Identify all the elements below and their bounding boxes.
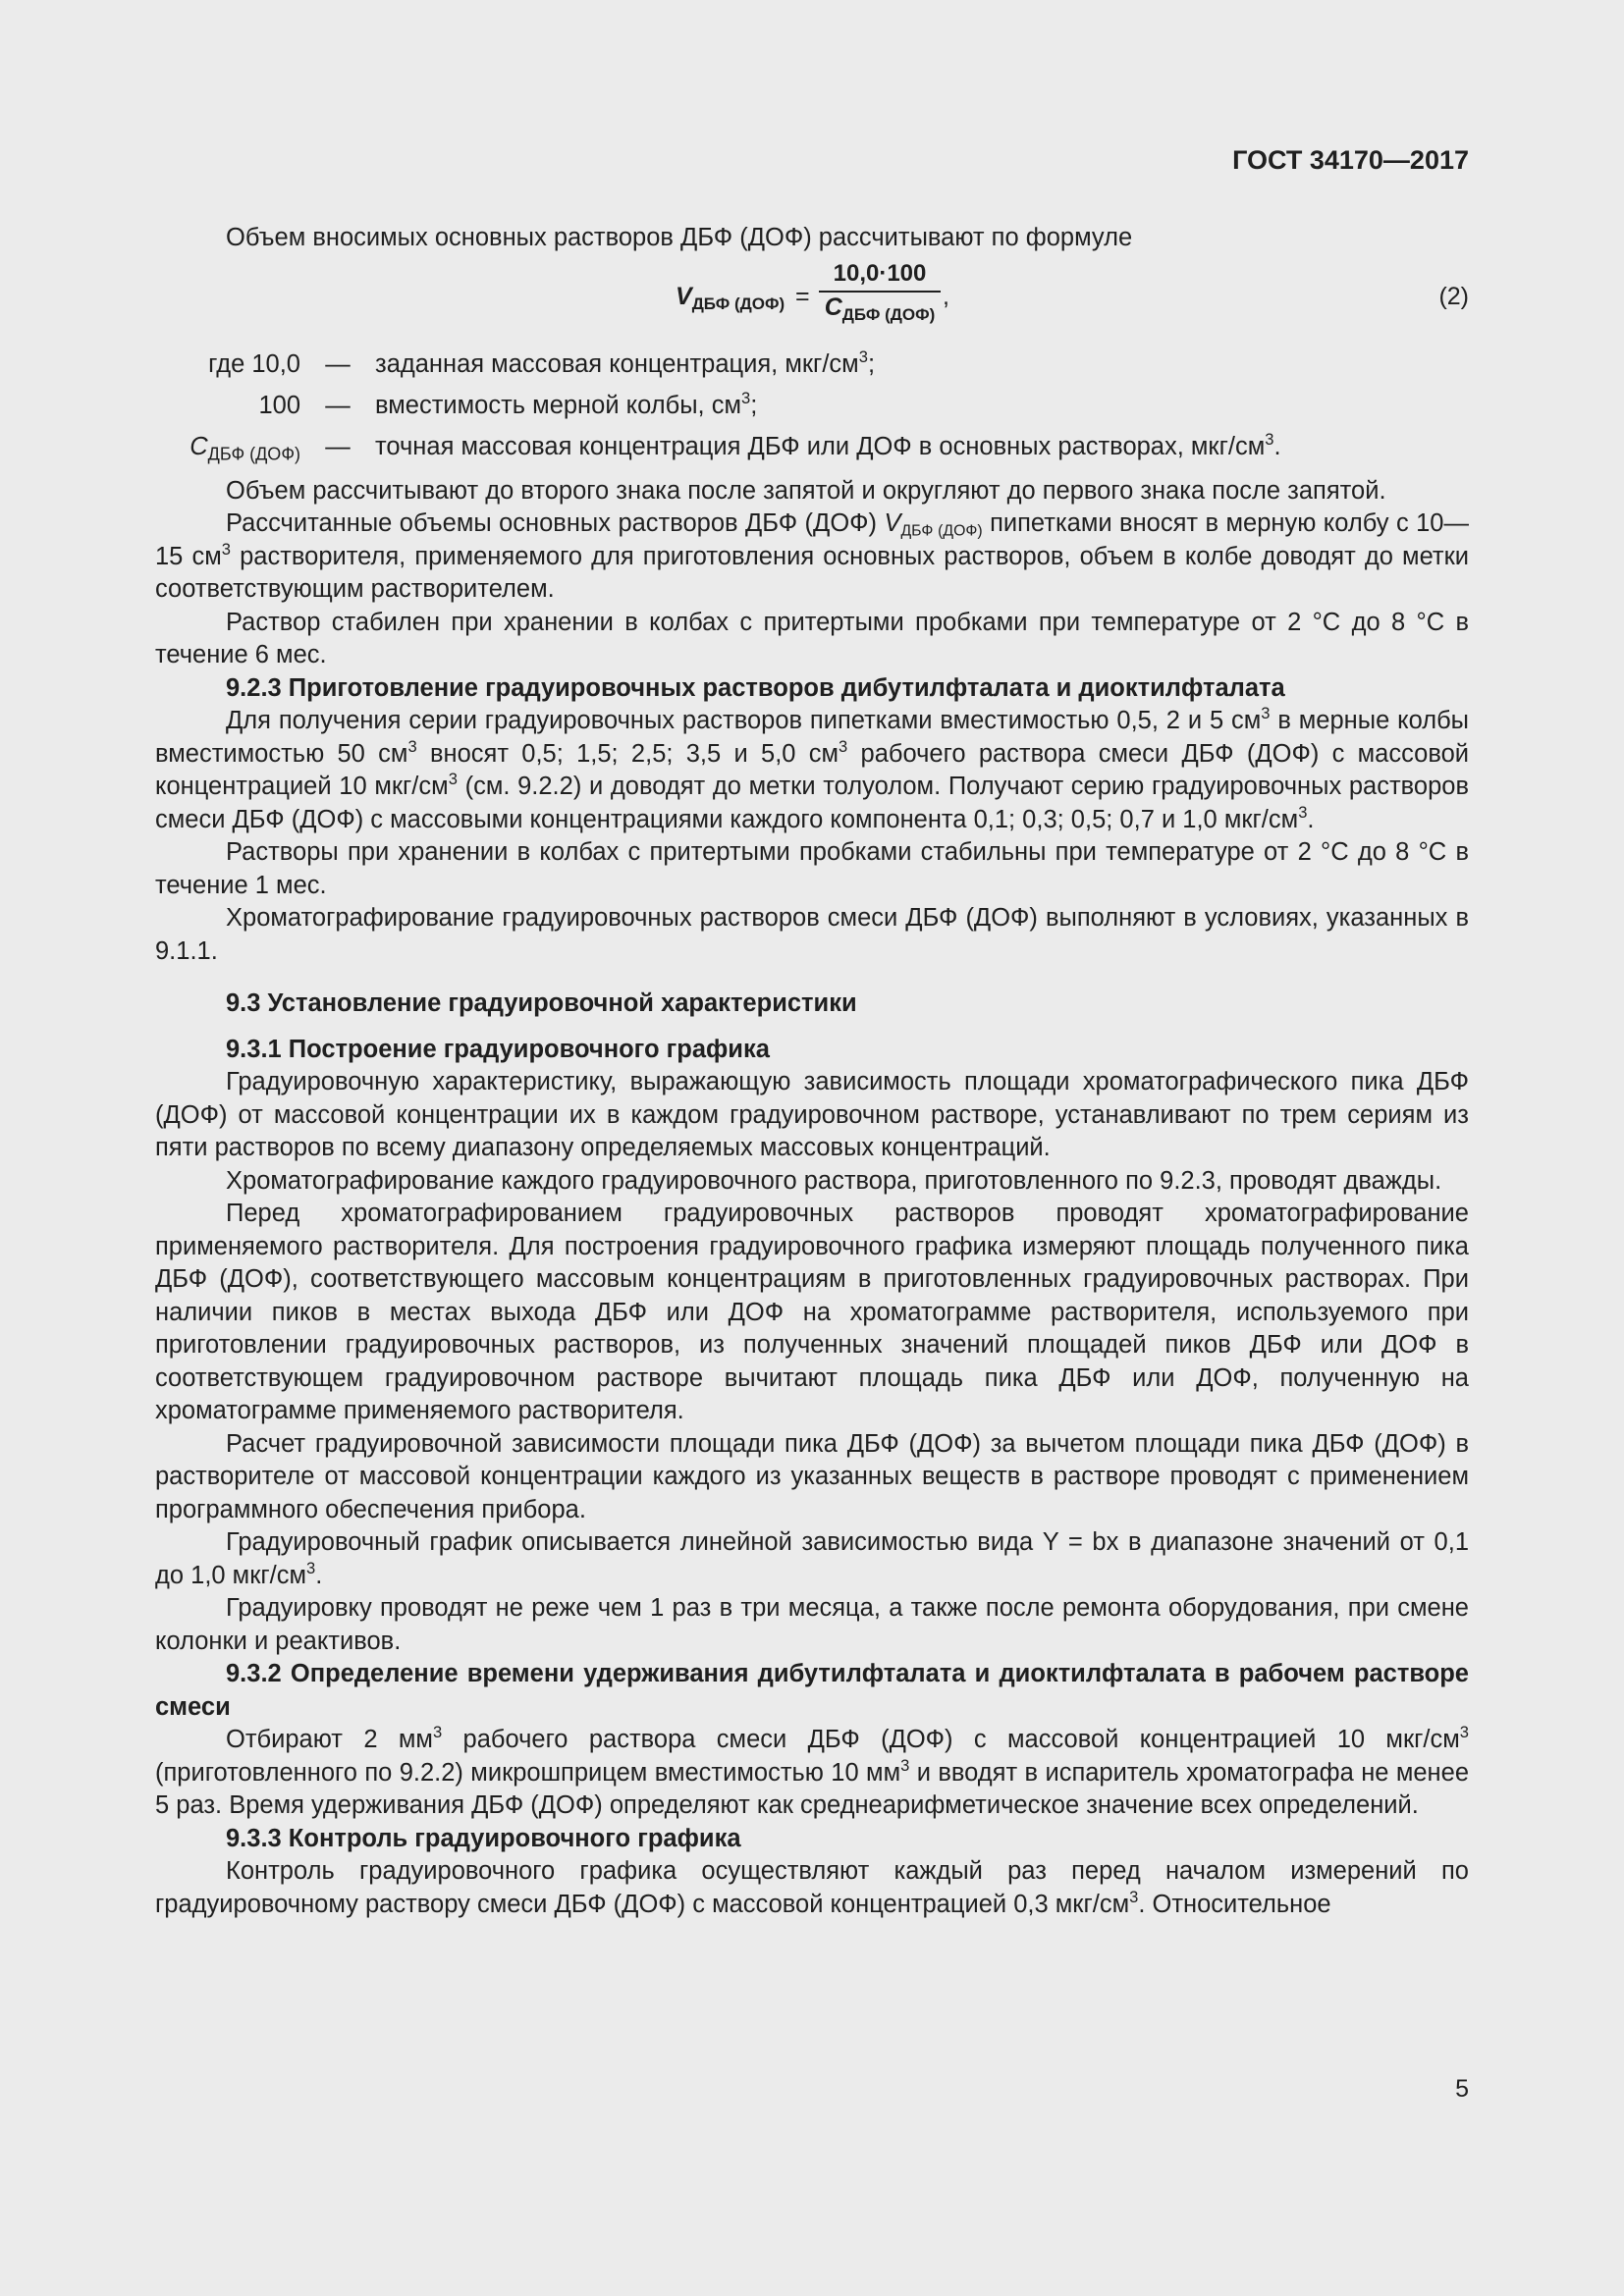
formula-denominator: $C_{ДБФ (ДОФ)}$ — [824, 293, 936, 324]
paragraph: Хроматографирование каждого градуировочного раствора, приготовленного по 9.2.3, проводят дважды. — [226, 1166, 1442, 1195]
section-heading-9-2-3: 9.2.3 Приготовление градуировочных растворов дибутилфталата и диоктилфталата — [226, 673, 1285, 702]
formula-numerator: 10,0·100 — [819, 259, 941, 293]
paragraph: Контроль градуировочного графика осуществляют каждый раз перед началом измерений по градуировочному раствору смеси ДБФ (ДОФ) с массовой концентрацией 0,3 мкг/$см^3$. Относительное — [155, 1857, 1469, 1918]
definition-dash: — — [325, 432, 351, 460]
definition-row — [155, 426, 1469, 467]
definition-dash: — — [325, 391, 351, 419]
paragraph: Градуировочный график описывается линейной зависимостью вида Y = bx в диапазоне значений от 0,1 до 1,0 мкг/$см^3$. — [155, 1528, 1469, 1589]
paragraph: Объем вносимых основных растворов ДБФ (ДОФ) рассчитывают по формуле — [226, 224, 1133, 251]
paragraph: Объем рассчитывают до второго знака после запятой и округляют до первого знака после запятой. — [226, 476, 1386, 505]
paragraph: Для получения серии градуировочных растворов пипетками вместимостью 0,5, 2 и 5 $см^3$ в мерные колбы вместимостью 50 $см^3$ вносят 0,5; 1,5; 2,5; 3,5 и 5,0 $см^3$ рабочего раствора смеси ДБФ (ДОФ) с массовой концентрацией 10 мкг/$см^3$ (см. 9.2.2) и доводят до метки толуолом. Получают серию градуировочных растворов смеси ДБФ (ДОФ) с массовыми концентрациями каждого компонента 0,1; 0,3; 0,5; 0,7 и 1,0 мкг/$см^3$. — [155, 704, 1470, 833]
definition-text: заданная массовая концентрация, мкг/$см^3$; — [375, 347, 876, 378]
definition-symbol: $C_{ДБФ (ДОФ)}$ — [189, 432, 300, 463]
paragraph: Рассчитанные объемы основных растворов ДБФ (ДОФ) $V_{ДБФ (ДОФ)}$ пипетками вносят в мерную колбу с 10—15 $см^3$ растворителя, применяемого для приготовления основных растворов, объем в колбе доводят до метки соответствующим растворителем. — [155, 509, 1470, 603]
formula-comma: , — [943, 282, 949, 310]
paragraph: Хроматографирование градуировочных растворов смеси ДБФ (ДОФ) выполняют в условиях, указанных в 9.1.1. — [155, 904, 1469, 965]
definition-text: вместимость мерной колбы, $см^3$; — [375, 388, 758, 419]
definition-symbol: где 10,0 — [208, 349, 300, 378]
formula-lhs: $V_{ДБФ (ДОФ)}$ — [676, 282, 785, 313]
paragraph: Перед хроматографированием градуировочных растворов проводят хроматографирование применяемого растворителя. Для построения градуировочного графика измеряют площадь полученного пика ДБФ (ДОФ), соответствующего массовым концентрациям в приготовленных градуировочных растворах. При наличии пиков в местах выхода ДБФ или ДОФ на хроматограмме растворителя, используемого при приготовлении градуировочных растворов, из полученных значений площадей пиков ДБФ или ДОФ в соответствующем градуировочном растворе вычитают площадь пика ДБФ или ДОФ, полученную на хроматограмме применяемого растворителя. — [155, 1200, 1469, 1424]
section-heading-9-3-2: 9.3.2 Определение времени удерживания дибутилфталата и диоктилфталата в рабочем растворе смеси — [155, 1660, 1469, 1721]
page-number: 5 — [1455, 2075, 1469, 2103]
document-header: ГОСТ 34170—2017 — [1232, 145, 1469, 175]
section-heading-9-3-1: 9.3.1 Построение градуировочного графика — [226, 1035, 770, 1063]
formula-2 — [155, 259, 1469, 330]
formula-fraction — [819, 259, 941, 322]
formula-definitions — [155, 344, 1469, 467]
definition-row — [155, 344, 1469, 385]
paragraph: Раствор стабилен при хранении в колбах с притертыми пробками при температуре от 2 °С до 8 °С в течение 6 мес. — [155, 608, 1469, 668]
formula-equals: = — [795, 282, 810, 310]
paragraph: Градуировочную характеристику, выражающую зависимость площади хроматографического пика ДБФ (ДОФ) от массовой концентрации их в каждом градуировочном растворе, устанавливают по трем сериям из пяти растворов по всему диапазону определяемых массовых концентраций. — [155, 1068, 1469, 1161]
paragraph: Градуировку проводят не реже чем 1 раз в три месяца, а также после ремонта оборудования, при смене колонки и реактивов. — [155, 1594, 1469, 1655]
definition-dash: — — [325, 349, 351, 378]
definition-row — [155, 385, 1469, 426]
document-body — [155, 222, 1469, 1921]
paragraph: Растворы при хранении в колбах с притертыми пробками стабильны при температуре от 2 °С до 8 °С в течение 1 мес. — [155, 838, 1469, 899]
paragraph: Расчет градуировочной зависимости площади пика ДБФ (ДОФ) за вычетом площади пика ДБФ (ДОФ) в растворителе от массовой концентрации каждого из указанных веществ в растворе проводят с применением программного обеспечения прибора. — [155, 1429, 1469, 1523]
section-heading-9-3-3: 9.3.3 Контроль градуировочного графика — [226, 1824, 741, 1852]
definition-symbol: 100 — [258, 391, 300, 419]
formula-number: (2) — [1438, 282, 1469, 310]
section-heading-9-3: 9.3 Установление градуировочной характеристики — [226, 989, 857, 1017]
paragraph: Отбирают 2 $мм^3$ рабочего раствора смеси ДБФ (ДОФ) с массовой концентрацией 10 мкг/$см^3$ (приготовленного по 9.2.2) микрошприцем вместимостью 10 $мм^3$ и вводят в испаритель хроматографа не менее 5 раз. Время удерживания ДБФ (ДОФ) определяют как среднеарифметическое значение всех определений. — [155, 1723, 1469, 1819]
definition-text: точная массовая концентрация ДБФ или ДОФ в основных растворах, мкг/$см^3$. — [375, 429, 1281, 460]
